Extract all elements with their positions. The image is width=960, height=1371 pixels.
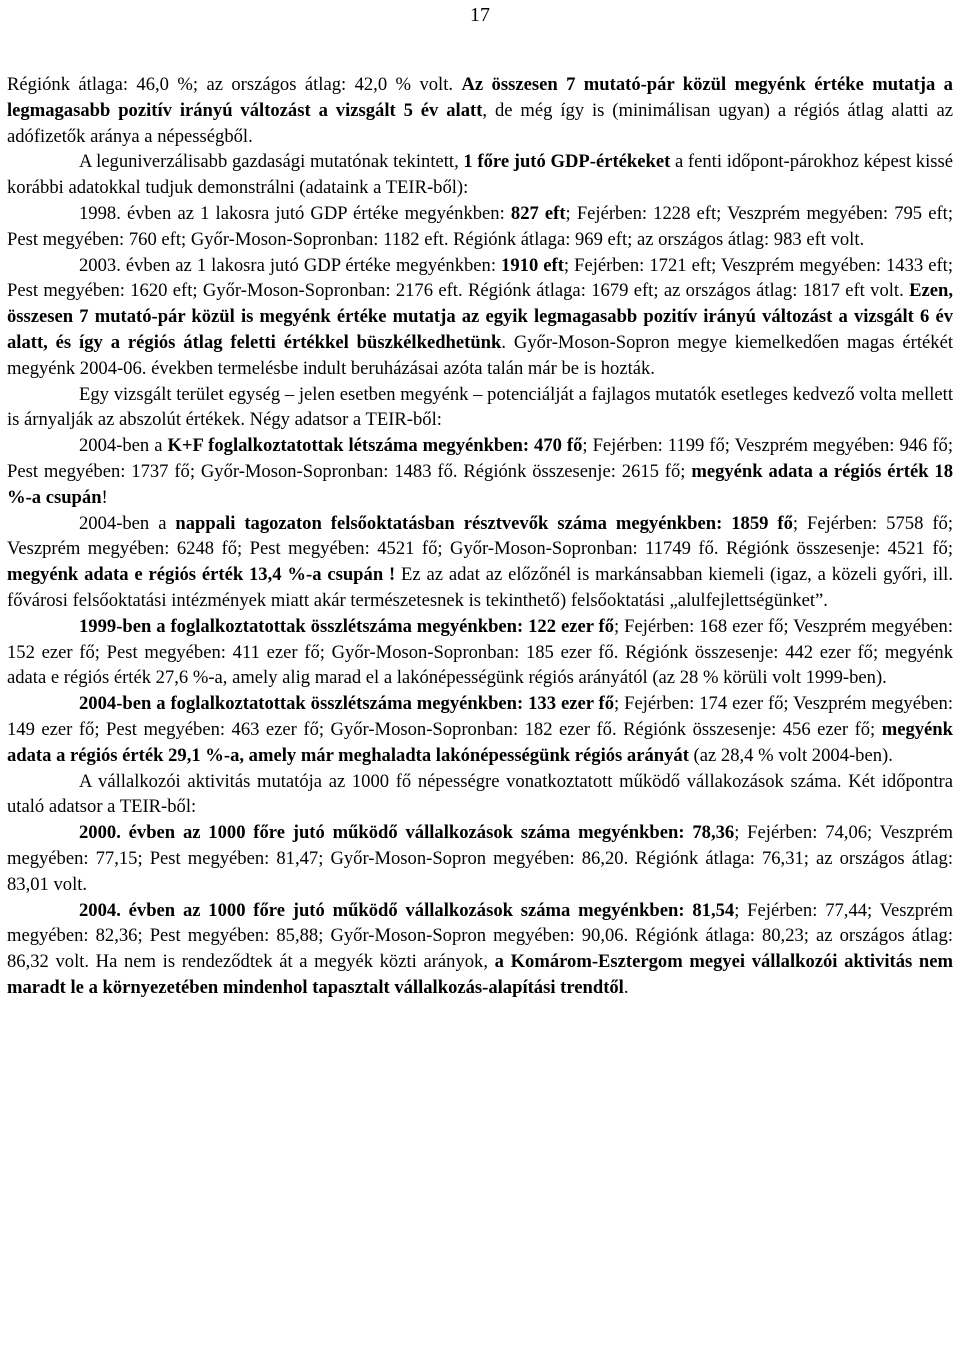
bold-text: 1 főre jutó GDP-értékeket	[463, 151, 671, 173]
bold-text: megyénk adata a régiós érték 29,1 %-a, amely már meghaladta lakónépességünk régiós arányát	[7, 718, 953, 766]
paragraph	[7, 614, 953, 691]
text-run: Régiónk átlaga: 46,0 %; az országos átlag: 42,0 % volt.	[7, 74, 462, 95]
paragraph	[7, 201, 953, 253]
text-run: ; Fejérben: 1199 fő; Veszprém megyében: 946 fő; Pest megyében: 1737 fő; Győr-Moson-Sopronban: 1483 fő. Régiónk összesenje: 2615 fő;	[7, 435, 953, 482]
text-run: .	[623, 976, 629, 998]
text-run: a fenti időpont-párokhoz képest kissé korábbi adatokkal tudjuk demonstrálni (adataink a TEIR-ből):	[7, 151, 953, 199]
text-run: !	[101, 486, 108, 508]
text-run: ; Fejérben: 174 ezer fő; Veszprém megyében: 149 ezer fő; Pest megyében: 463 ezer fő; Győr-Moson-Sopronban: 182 ezer fő. Régiónk összesenje: 456 ezer fő;	[7, 693, 953, 740]
text-run: 1998. évben az 1 lakosra jutó GDP értéke megyénkben:	[79, 202, 511, 224]
text-run: ; Fejérben: 74,06; Veszprém megyében: 77,15; Pest megyében: 81,47; Győr-Moson-Sopron megyében: 86,20. Régiónk átlaga: 76,31; az országos átlag: 83,01 volt.	[7, 822, 953, 895]
paragraph	[7, 382, 953, 434]
text-run: Egy vizsgált terület egység – jelen esetben megyénk – potenciálját a fajlagos mutatók esetleges kedvező volta mellett is árnyalják az abszolút értékek. Négy adatsor a TEIR-ből:	[7, 383, 953, 431]
text-run: , de még így is (minimálisan ugyan) a régiós átlag alatti az adófizetők aránya a népességből.	[7, 99, 953, 147]
text-run: ; Fejérben: 1721 eft; Veszprém megyében: 1433 eft; Pest megyében: 1620 eft; Győr-Moson-Sopronban: 2176 eft. Régiónk átlaga: 1679 eft; az országos átlag: 1817 eft volt.	[7, 254, 953, 302]
page-number: 17	[470, 4, 490, 26]
bold-text: Ezen, összesen 7 mutató-pár közül is megyénk értéke mutatja az egyik legmagasabb pozitív irányú változást a vizsgált 6 év alatt, és így a régiós átlag feletti értékkel büszkélkedhetünk	[7, 280, 953, 353]
bold-text: a Komárom-Esztergom megyei vállalkozói aktivitás nem maradt le a környezetében mindenhol tapasztalt vállalkozás-alapítási trendtől	[7, 951, 954, 998]
bold-text: megyénk adata e régiós érték 13,4 %-a csupán !	[7, 564, 396, 586]
body-text	[7, 0, 953, 1001]
paragraph	[7, 691, 953, 768]
paragraph	[7, 253, 953, 382]
bold-text: 1999-ben a foglalkoztatottak összlétszáma megyénkben: 122 ezer fő	[79, 615, 615, 637]
text-run: ; Fejérben: 5758 fő; Veszprém megyében: 6248 fő; Pest megyében: 4521 fő; Győr-Moson-Sopronban: 11749 fő. Régiónk összesenje: 4521 fő;	[7, 512, 953, 560]
bold-text: 2004. évben az 1000 főre jutó működő vállalkozások száma megyénkben: 81,54	[79, 899, 735, 921]
bold-text: 1910 eft	[501, 254, 564, 276]
text-run: ; Fejérben: 168 ezer fő; Veszprém megyében: 152 ezer fő; Pest megyében: 411 ezer fő; Győr-Moson-Sopronban: 185 ezer fő. Régiónk összesenje: 442 ezer fő; megyénk adata e régiós érték 27,6 %-a, amely alig marad el a lakónépességünk régiós arányától (az 28 % körüli volt 1999-ben).	[7, 615, 953, 689]
bold-text: 2004-ben a foglalkoztatottak összlétszáma megyénkben: 133 ezer fő	[79, 693, 615, 715]
text-run: 2004-ben a	[79, 435, 168, 457]
bold-text: megyénk adata a régiós érték 18 %-a csupán	[7, 460, 954, 508]
paragraph	[7, 769, 953, 821]
text-run: A leguniverzálisabb gazdasági mutatónak tekintett,	[79, 151, 464, 173]
bold-text: K+F foglalkoztatottak létszáma megyénkben: 470 fő	[167, 435, 583, 457]
bold-text: 827 eft	[510, 202, 566, 224]
paragraph	[7, 820, 953, 897]
text-run: ; Fejérben: 1228 eft; Veszprém megyében: 795 eft; Pest megyében: 760 eft; Győr-Moson-Sopronban: 1182 eft. Régiónk átlaga: 969 eft; az országos átlag: 983 eft volt.	[7, 202, 953, 250]
bold-text: 2000. évben az 1000 főre jutó működő vállalkozások száma megyénkben: 78,36	[79, 822, 735, 844]
text-run: (az 28,4 % volt 2004-ben).	[688, 744, 893, 766]
paragraph	[7, 149, 953, 201]
paragraph	[7, 511, 953, 614]
text-run: ; Fejérben: 77,44; Veszprém megyében: 82,36; Pest megyében: 85,88; Győr-Moson-Sopron megyében: 90,06. Régiónk átlaga: 80,23; az országos átlag: 86,32 volt. Ha nem is rendeződtek át a megyék közti arányok,	[7, 899, 953, 973]
paragraph	[7, 72, 953, 149]
text-run: 2004-ben a	[79, 512, 176, 534]
text-run: . Győr-Moson-Sopron megye kiemelkedően magas értékét megyénk 2004-06. években termelésbe indult beruházásai azóta talán már be is hozták.	[7, 331, 953, 379]
text-run: 2003. évben az 1 lakosra jutó GDP értéke megyénkben:	[79, 254, 502, 276]
paragraph	[7, 898, 953, 1001]
paragraph	[7, 433, 953, 510]
bold-text: nappali tagozaton felsőoktatásban résztvevők száma megyénkben: 1859 fő	[175, 512, 793, 534]
text-run: Ez az adat az előzőnél is markánsabban kiemeli (igaz, a közeli győri, ill. fővárosi felsőoktatási intézmények miatt akár természetesnek is tekinthető) felsőoktatási „alulfejlettségünket”.	[7, 564, 953, 611]
text-run: A vállalkozói aktivitás mutatója az 1000 fő népességre vonatkoztatott működő vállakozások száma. Két időpontra utaló adatsor a TEIR-ből:	[7, 770, 953, 818]
bold-text: Az összesen 7 mutató-pár közül megyénk értéke mutatja a legmagasabb pozitív irányú változást a vizsgált 5 év alatt	[7, 74, 953, 121]
